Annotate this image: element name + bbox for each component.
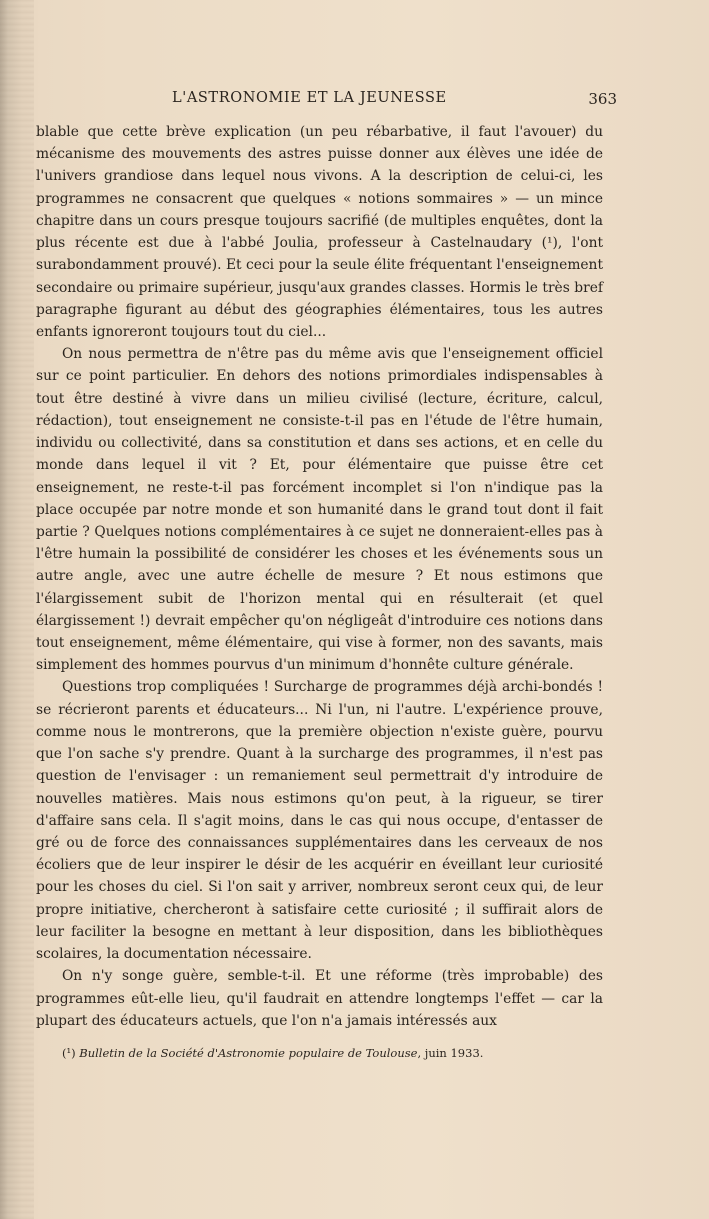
paragraph: On nous permettra de n'être pas du même avis que l'enseignement officiel sur ce point particulier. En dehors des notions primordiales indispensables à tout être destiné à vivre dans un milieu civilisé (lecture, écriture, calcul, rédaction), tout enseignement ne consiste-t-il pas en l'étude de l'être humain, individu ou collectivité, dans sa constitution et dans ses actions, et en celle du monde dans lequel il vit ? Et, pour élémentaire que puisse être cet enseignement, ne reste-t-il pas forcément incomplet si l'on n'indique pas la place occupée par notre monde et son humanité dans le grand tout dont il fait partie ? Quelques notions complémentaires à ce sujet ne donneraient-elles pas à l'être humain la possibilité de considérer les choses et les événements sous un autre angle, avec une autre échelle de mesure ? Et nous estimons que l'élargissement subit de l'horizon mental qui en résulterait (et quel élargissement !) devrait empêcher qu'on négligeât d'introduire ces notions dans tout enseignement, même élémentaire, qui vise à former, non des savants, mais simplement des hommes pourvus d'un minimum d'honnête culture générale. [36, 346, 603, 674]
footnote-mark: (¹) [62, 1046, 76, 1060]
footnote-source-title: Bulletin de la Société d'Astronomie populaire de Toulouse [79, 1046, 418, 1060]
paragraph: On n'y songe guère, semble-t-il. Et une réforme (très improbable) des programmes eût-elle lieu, qu'il faudrait en attendre longtemps l'effet — car la plupart des éducateurs actuels, que l'on n'a jamais intéressés aux [36, 968, 603, 1029]
running-title: L'ASTRONOMIE ET LA JEUNESSE [172, 90, 447, 106]
footnote [62, 1045, 602, 1061]
paragraph-continued: blable que cette brève explication (un peu rébarbative, il faut l'avouer) du mécanisme des mouvements des astres puisse donner aux élèves une idée de l'univers grandiose dans lequel nous vivons. A la description de celui-ci, les programmes ne consacrent que quelques « notions sommaires » — un mince chapitre dans un cours presque toujours sacrifié (de multiples enquêtes, dont la plus récente est due à l'abbé Joulia, professeur à Castelnaudary (¹), l'ont surabondamment prouvé). Et ceci pour la seule élite fréquentant l'enseignement secondaire ou primaire supérieur, jusqu'aux grandes classes. Hormis le très bref paragraphe figurant au début des géographies élémentaires, tous les autres enfants ignoreront toujours tout du ciel... [36, 124, 603, 340]
body-text [36, 121, 603, 1032]
page-header [0, 90, 709, 110]
page-number: 363 [588, 90, 617, 108]
paragraph: Questions trop compliquées ! Surcharge de programmes déjà archi-bondés ! se récrieront parents et éducateurs... Ni l'un, ni l'autre. L'expérience prouve, comme nous le montrerons, que la première objection n'existe guère, pourvu que l'on sache s'y prendre. Quant à la surcharge des programmes, il n'est pas question de l'envisager : un remaniement seul permettrait d'y introduire de nouvelles matières. Mais nous estimons qu'on peut, à la rigueur, se tirer d'affaire sans cela. Il s'agit moins, dans le cas qui nous occupe, d'entasser de gré ou de force des connaissances supplémentaires dans les cerveaux de nos écoliers que de leur inspirer le désir de les acquérir en éveillant leur curiosité pour les choses du ciel. Si l'on sait y arriver, nombreux seront ceux qui, de leur propre initiative, chercheront à satisfaire cette curiosité ; il suffirait alors de leur faciliter la besogne en mettant à leur disposition, dans les bibliothèques scolaires, la documentation nécessaire. [36, 679, 603, 963]
footnote-date: , juin 1933. [417, 1046, 484, 1060]
